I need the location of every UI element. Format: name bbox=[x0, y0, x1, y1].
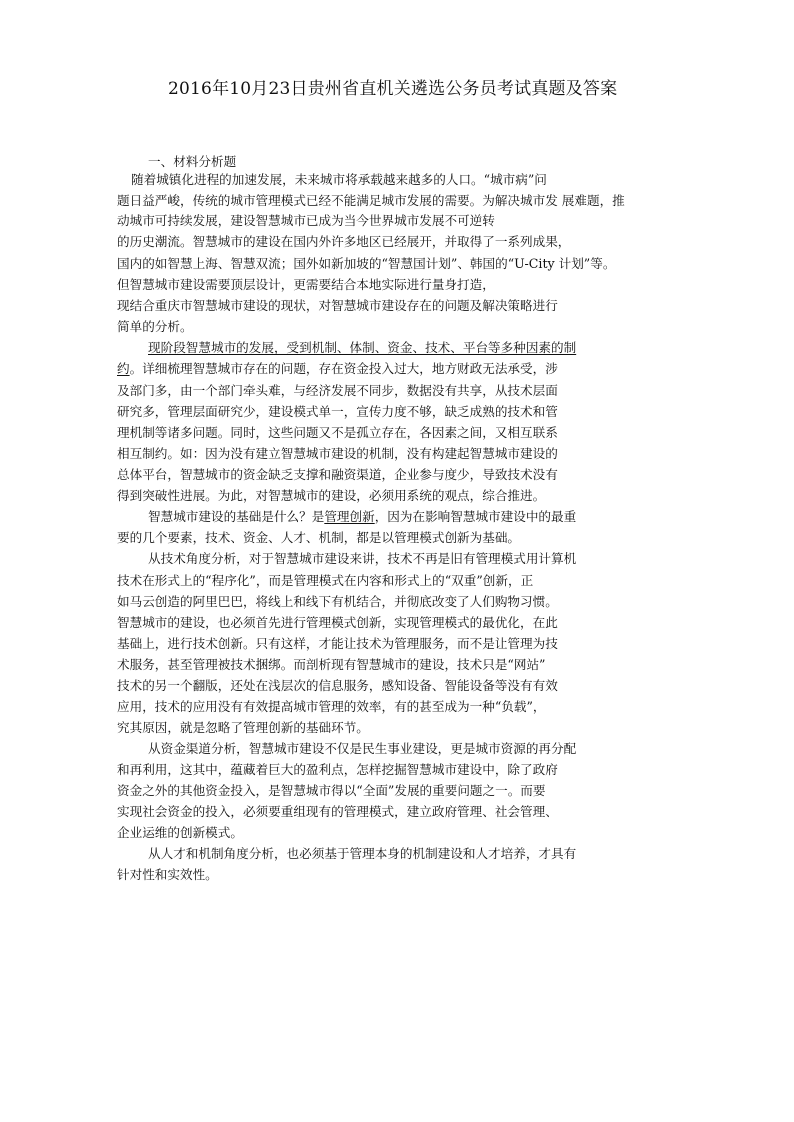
section-heading: 一、材料分析题 bbox=[148, 154, 237, 169]
paragraph-line: 应用，技术的应用没有有效提高城市管理的效率，有的甚至成为一种“负载”， bbox=[117, 699, 546, 714]
paragraph-line: 针对性和实效性。 bbox=[117, 867, 218, 882]
paragraph-line: 技术的另一个翻版，还处在浅层次的信息服务，感知设备、智能设备等没有有效 bbox=[117, 678, 558, 693]
paragraph-line bbox=[148, 509, 576, 525]
paragraph-line: 动城市可持续发展，建设智慧城市已成为当今世界城市发展不可逆转 bbox=[117, 213, 495, 228]
paragraph-line: 的历史潮流。智慧城市的建设在国内外许多地区已经展开，并取得了一系列成果， bbox=[117, 234, 571, 249]
paragraph-line: 题日益严峻，传统的城市管理模式已经不能满足城市发展的需要。为解决城市发 展难题，推 bbox=[117, 193, 625, 208]
paragraph-line: 总体平台，智慧城市的资金缺乏支撑和融资渠道，企业参与度少，导致技术没有 bbox=[117, 467, 558, 482]
paragraph-line: 及部门多，由一个部门牵头难，与经济发展不同步，数据没有共享，从技术层面 bbox=[117, 383, 558, 398]
paragraph-line: 从技术角度分析，对于智慧城市建设来讲，技术不再是旧有管理模式用计算机 bbox=[148, 551, 577, 566]
paragraph-line: 资金之外的其他资金投入，是智慧城市得以“全面”发展的重要问题之一。而要 bbox=[117, 783, 546, 798]
paragraph-line: 技术在形式上的“程序化”，而是管理模式在内容和形式上的“双重”创新，正 bbox=[117, 573, 534, 588]
paragraph-line: 研究多，管理层面研究少，建设模式单一，宣传力度不够，缺乏成熟的技术和管 bbox=[117, 404, 558, 419]
paragraph-line: 基础上，进行技术创新。只有这样，才能让技术为管理服务，而不是让管理为技 bbox=[117, 636, 558, 651]
paragraph-line: 得到突破性进展。为此，对智慧城市的建设，必须用系统的观点，综合推进。 bbox=[117, 488, 546, 503]
underlined-text: 约 bbox=[117, 361, 130, 376]
document-title: 2016年10月23日贵州省直机关遴选公务员考试真题及答案 bbox=[168, 79, 618, 99]
line-text: 。详细梳理智慧城市存在的问题，存在资金投入过大，地方财政无法承受，涉 bbox=[129, 361, 558, 376]
paragraph-line: 国内的如智慧上海、智慧双流；国外如新加坡的“智慧国计划”、韩国的“U-City 计划”等。 bbox=[117, 256, 616, 271]
paragraph-line: 智慧城市的建设，也必须首先进行管理模式创新，实现管理模式的最优化，在此 bbox=[117, 615, 558, 630]
paragraph-line: 要的几个要素，技术、资金、人才、机制，都是以管理模式创新为基础。 bbox=[117, 530, 520, 545]
paragraph-line: 相互制约。如：因为没有建立智慧城市建设的机制，没有构建起智慧城市建设的 bbox=[117, 446, 558, 461]
underlined-text: 管理创新 bbox=[324, 509, 375, 524]
paragraph-line: 从资金渠道分析，智慧城市建设不仅是民生事业建设，更是城市资源的再分配 bbox=[148, 741, 577, 756]
paragraph-line: 简单的分析。 bbox=[117, 319, 193, 334]
paragraph-line: 和再利用，这其中，蕴藏着巨大的盈利点，怎样挖掘智慧城市建设中，除了政府 bbox=[117, 762, 558, 777]
paragraph-line: 实现社会资金的投入，必须要重组现有的管理模式，建立政府管理、社会管理、 bbox=[117, 804, 558, 819]
line-text: ，因为在影响智慧城市建设中的最重 bbox=[374, 509, 577, 524]
paragraph-line: 企业运维的创新模式。 bbox=[117, 825, 243, 840]
line-text: 智慧城市建设的基础是什么？是 bbox=[148, 509, 325, 524]
paragraph-line: 但智慧城市建设需要顶层设计，更需要结合本地实际进行量身打造， bbox=[117, 277, 495, 292]
paragraph-line: 如马云创造的阿里巴巴，将线上和线下有机结合，并彻底改变了人们购物习惯。 bbox=[117, 594, 558, 609]
paragraph-line bbox=[117, 361, 558, 377]
paragraph-line: 术服务，甚至管理被技术捆绑。而剖析现有智慧城市的建设，技术只是“网站” bbox=[117, 657, 546, 672]
underlined-line: 现阶段智慧城市的发展，受到机制、体制、资金、技术、平台等多种因素的制 bbox=[148, 340, 577, 355]
paragraph-line: 随着城镇化进程的加速发展，未来城市将承载越来越多的人口。“城市病”问 bbox=[131, 172, 547, 187]
paragraph-line: 现结合重庆市智慧城市建设的现状，对智慧城市建设存在的问题及解决策略进行 bbox=[117, 298, 558, 313]
paragraph-line: 究其原因，就是忽略了管理创新的基础环节。 bbox=[117, 720, 369, 735]
paragraph-line: 理机制等诸多问题。同时，这些问题又不是孤立存在，各因素之间，又相互联系 bbox=[117, 425, 558, 440]
paragraph-line: 从人才和机制角度分析，也必须基于管理本身的机制建设和人才培养，才具有 bbox=[148, 846, 577, 861]
